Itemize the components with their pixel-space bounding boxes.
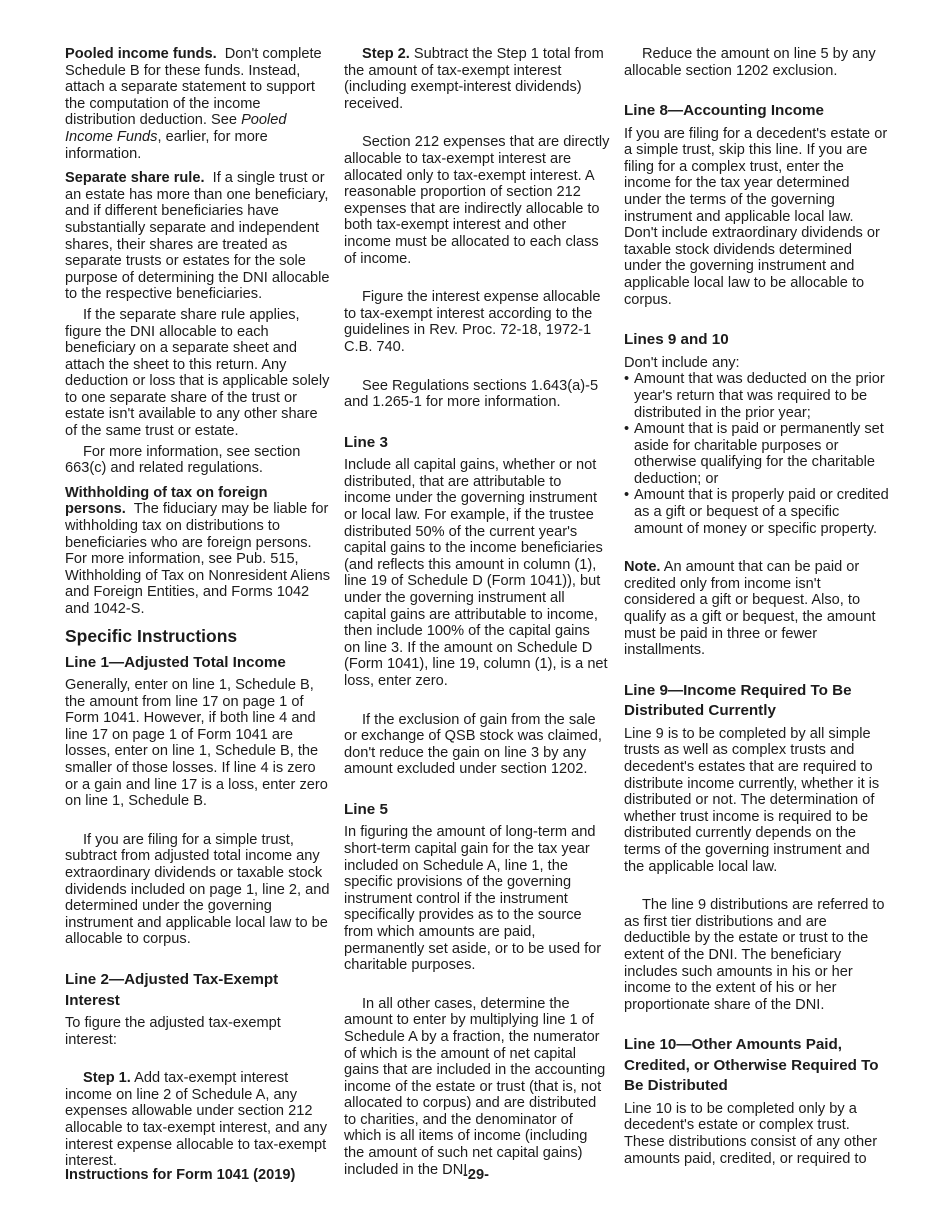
line-9-heading: Line 9—Income Required To Be Distributed Currently (624, 681, 852, 720)
separate-share-paragraph-3: For more information, see section 663(c) and related regulations. (65, 443, 301, 477)
line-8-paragraph: If you are filing for a decedent's estate or a simple trust, skip this line. If you are filing for a complex trust, enter the income for the tax year determined under the terms of the governing instrument and applicable local law. Don't include extraordinary dividends or taxable stock dividends determined under the governing instrument and applicable local law to be allocable to corpus. (624, 125, 888, 308)
line-3-paragraph-2: If the exclusion of gain from the sale or exchange of QSB stock was claimed, don't reduce the gain on line 3 by any amount excluded under section 1202. (344, 711, 602, 778)
page-number: -29- (463, 1167, 489, 1183)
bullet-icon: • (624, 371, 630, 388)
line-2-heading: Line 2—Adjusted Tax-Exempt Interest (65, 971, 279, 1009)
footer-form-title: Instructions for Form 1041 (2019) (65, 1167, 296, 1183)
line-10-paragraph: Line 10 is to be completed only by a decedent's estate or complex trust. These distributions consist of any other amounts paid, credited, or required to (624, 1100, 878, 1167)
note-label: Note. (624, 559, 661, 576)
list-item: • Amount that is properly paid or credited as a gift or bequest of a specific amount of money or specific property. (624, 487, 889, 537)
separate-share-title: Separate share rule. (65, 170, 205, 187)
bullet-icon: • (624, 487, 630, 504)
list-item: • Amount that was deducted on the prior year's return that was required to be distributed in the prior year; (624, 371, 885, 421)
line-9-paragraph-1: Line 9 is to be completed by all simple trusts as well as complex trusts and decedent's estates that are required to distribute income currently, whether it is distributed or not. The determination of whether trust income is required to be distributed currently depends on the terms of the governing instrument and the applicable local law. (624, 725, 880, 875)
regulations-paragraph: See Regulations sections 1.643(a)-5 and 1.265-1 for more information. (344, 377, 599, 411)
line-9-paragraph-2: The line 9 distributions are referred to as first tier distributions and are deductible by the estate or trust to the extent of the DNI. The beneficiary includes such amounts in his or her income to the extent of his or her proportionate share of the DNI. (624, 897, 885, 1013)
column-middle (344, 46, 610, 1186)
pooled-income-funds-title: Pooled income funds. (65, 46, 217, 62)
step-1-paragraph: Step 1. Add tax-exempt interest income on line 2 of Schedule A, any expenses allowable under section 212 allocable to tax-exempt interest, and any interest expense allocable to tax-exempt interest. (65, 1070, 328, 1170)
line-1-paragraph-2: If you are filing for a simple trust, subtract from adjusted total income any extraordinary dividends or taxable stock dividends included on page 1, line 2, and determined under the governing instrument and applicable local law to be allocable to corpus. (65, 831, 330, 948)
line-1-paragraph-1: Generally, enter on line 1, Schedule B, the amount from line 17 on page 1 of Form 1041. However, if both line 4 and line 17 on page 1 of Form 1041 are losses, enter on line 1, Schedule B, the smaller of those losses. If line 4 is zero or a gain and line 17 is a loss, enter zero on line 1, Schedule B. (65, 677, 328, 810)
column-left (65, 46, 330, 1178)
line-5-paragraph-1: In figuring the amount of long-term and short-term capital gain for the tax year included on Schedule A, line 1, the specific provisions of the governing instrument control if the instrument specifically provides as to the source from which amounts are paid, permanently set aside, or to be used for charitable purposes. (344, 824, 602, 974)
step-1-label: Step 1. (83, 1070, 131, 1087)
withholding-paragraph: Withholding of tax on foreign persons. The fiduciary may be liable for withholding tax on distributions to beneficiaries who are foreign persons. For more information, see Pub. 515, Withholding of Tax on Nonresident Aliens and Foreign Entities, and Forms 1042 and 1042-S. (65, 484, 331, 617)
line-10-heading: Line 10—Other Amounts Paid, Credited, or Otherwise Required To Be Distributed (624, 1036, 879, 1095)
specific-instructions-heading: Specific Instructions (65, 625, 238, 646)
lines-9-10-heading: Lines 9 and 10 (624, 331, 729, 349)
line-2-paragraph-1: To figure the adjusted tax-exempt interest: (65, 1015, 281, 1048)
bullet-icon: • (624, 421, 630, 438)
line-8-heading: Line 8—Accounting Income (624, 102, 824, 120)
line-1-heading: Line 1—Adjusted Total Income (65, 653, 286, 671)
note-paragraph: Note. An amount that can be paid or credited only from income isn't considered a gift or bequest. Also, to qualify as a gift or bequest, the amount must be paid in three or fewer installments. (624, 559, 876, 659)
withholding-title: Withholding of tax on foreign persons. (65, 484, 268, 518)
separate-share-paragraph: Separate share rule. If a single trust or an estate has more than one beneficiary, and if different beneficiaries have substantially separate and independent shares, their shares are treated as separate trusts or estates for the sole purpose of determining the DNI allocable to the respective beneficiaries. (65, 170, 330, 303)
separate-share-paragraph-2: If the separate share rule applies, figure the DNI allocable to each beneficiary on a separate sheet and attach the sheet to this return. Any deduction or loss that is applicable solely to one separate share of the trust or estate isn't available to any other share of the same trust or estate. (65, 306, 330, 440)
section-212-paragraph: Section 212 expenses that are directly allocable to tax-exempt interest are allocated only to tax-exempt interest. A reasonable proportion of section 212 expenses that are indirectly allocable to both tax-exempt interest and other income must be allocated to each class of income. (344, 134, 610, 267)
interest-expense-paragraph: Figure the interest expense allocable to tax-exempt interest according to the guidelines in Rev. Proc. 72-18, 1972-1 C.B. 740. (344, 289, 601, 355)
line-3-paragraph-1: Include all capital gains, whether or not distributed, that are attributable to income under the governing instrument or local law. For example, if the trustee distributed 50% of the current year's capital gains to the income beneficiaries (and reflects this amount in column (1), line 19 of Schedule D (Form 1041)), but under the governing instrument all capital gains are attributable to income, then include 100% of the capital gains on line 3. If the amount on Schedule D (Form 1041), line 19, column (1), is a net loss, enter zero. (344, 457, 608, 689)
pooled-income-funds-paragraph: Pooled income funds. Don't complete Schedule B for these funds. Instead, attach a separate statement to support the computation of the income distribution deduction. See Pooled Income Funds, earlier, for more information. (65, 46, 322, 162)
lines-9-10-intro: Don't include any: (624, 354, 740, 371)
step-2-paragraph: Step 2. Subtract the Step 1 total from the amount of tax-exempt interest (including exempt-interest dividends) received. (344, 46, 604, 112)
line-5-paragraph-2: In all other cases, determine the amount to enter by multiplying line 1 of Schedule A by a fraction, the numerator of which is the amount of net capital gains that are included in the accounting income of the estate or trust (that is, not allocated to corpus) and are distributed to charities, and the denominator of which is all items of income (including the amount of such net capital gains) included in the DNI. (344, 995, 606, 1178)
step-2-label: Step 2. (362, 46, 410, 62)
list-item: • Amount that is paid or permanently set aside for charitable purposes or otherwise qualifying for the charitable deduction; or (624, 421, 884, 487)
reduce-line-5-paragraph: Reduce the amount on line 5 by any allocable section 1202 exclusion. (624, 46, 876, 79)
line-5-heading: Line 5 (344, 800, 388, 818)
line-3-heading: Line 3 (344, 433, 388, 451)
column-right (624, 46, 890, 1175)
